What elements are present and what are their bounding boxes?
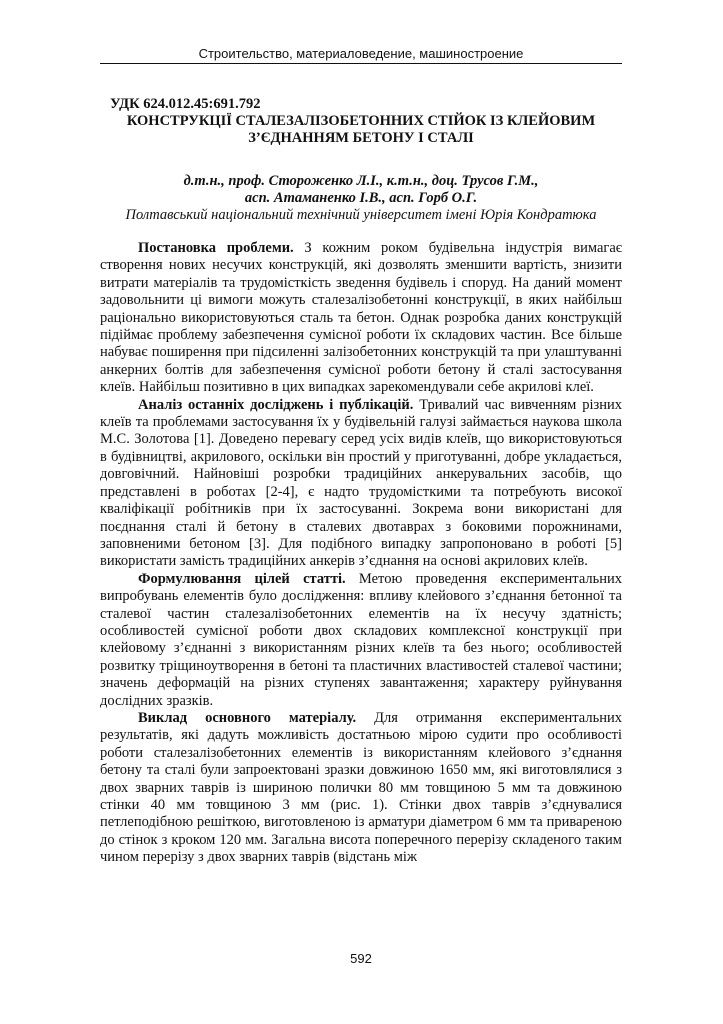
authors-line-1: д.т.н., проф. Стороженко Л.І., к.т.н., доц. Трусов Г.М., (183, 173, 539, 189)
article-body (100, 240, 622, 867)
authors-line-2: асп. Атаманенко І.В., асп. Горб О.Г. (244, 190, 478, 206)
author-affiliation: Полтавський національний технічний університет імені Юрія Кондратюка (125, 207, 597, 223)
section-text: Метою проведення експериментальних випробувань елементів було дослідження: впливу клейового з’єднання бетонної та сталевої частин сталезалізобетонних елементів на їх несучу здатність; особливостей сумісної роботи двох складових комплексної конструкції при клейовому з’єднанні з використанням різних клеїв та без нього; особливостей розвитку тріщиноутворення в бетоні та пластичних властивостей сталевої частини; значень деформацій на різних ступенях завантаження; характеру руйнування дослідних зразків. (100, 570, 622, 709)
title-line-1: КОНСТРУКЦІЇ СТАЛЕЗАЛІЗОБЕТОННИХ СТІЙОК ІЗ КЛЕЙОВИМ (126, 113, 596, 129)
section-main-material (100, 710, 622, 867)
section-literature-review (100, 397, 622, 571)
udc-code: УДК 624.012.45:691.792 (110, 96, 261, 112)
article-authors (100, 173, 622, 207)
section-objectives (100, 571, 622, 710)
section-text: З кожним роком будівельна індустрія вимагає створення нових несучих конструкцій, які дозволять зменшити вартість, знизити витрати матеріалів та трудомісткість зведення будівель і споруд. На даний момент задовольнити ці вимоги можуть сталезалізобетонні конструкції, в яких найбільш раціонально використовуються сталь та бетон. Однак розробка даних конструкцій підіймає проблему забезпечення сумісної роботи їх складових частин. Все більше набуває поширення при підсиленні залізобетонних конструкцій та при улаштуванні анкерних болтів для забезпечення сумісної роботи бетону й сталі застосування клеїв. Найбільш позитивно в цих випадках зарекомендували себе акрилові клеї. (100, 240, 622, 396)
section-problem-statement (100, 240, 622, 397)
page-number: 592 (350, 951, 372, 966)
section-heading: Виклад основного матеріалу. (138, 709, 357, 726)
title-line-2: З’ЄДНАННЯМ БЕТОНУ І СТАЛІ (248, 130, 474, 146)
section-text: Тривалий час вивченням різних клеїв та проблемами застосування їх у будівельній галузі займається наукова школа М.С. Золотова [1]. Доведено перевагу серед усіх видів клеїв, що використовуються в будівництві, акрилового, оскільки він простий у приготуванні, добре укладається, довговічний. Найновіші розробки традиційних анкерувальних засобів, що представлені в роботах [2-4], є надто трудомісткими та потребують високої кваліфікації робітників при їх застосуванні. Зокрема вони використані для поєднання сталі й бетону в сталевих двотаврах з боковими порожнинами, заповненими бетоном [3]. Для подібного випадку запропоновано в роботі [5] використати замість традиційних анкерів з’єднання на основі акрилових клеїв. (100, 396, 622, 570)
header-rule (100, 63, 622, 64)
section-heading: Формулювання цілей статті. (138, 570, 346, 587)
article-title (100, 113, 622, 147)
section-text: Для отримання експериментальних результатів, які дадуть можливість достатньою мірою судити про особливості роботи сталезалізобетонних елементів із використанням клейового з’єднання бетону та сталі були запроектовані зразки довжиною 1650 мм, які виготовлялися з двох зварних таврів із шириною полички 80 мм товщиною 5 мм та довжиною стінки 40 мм товщиною 3 мм (рис. 1). Стінки двох таврів з’єднувалися петлеподібною решіткою, виготовленою із арматури діаметром 6 мм та привареною до стінок з кроком 120 мм. Загальна висота поперечного перерізу складеного таким чином перерізу з двох зварних таврів (відстань між (100, 709, 622, 866)
section-heading: Постановка проблеми. (138, 240, 294, 256)
section-heading: Аналіз останніх досліджень і публікацій. (138, 396, 414, 413)
running-head: Строительство, материаловедение, машиностроение (198, 46, 524, 61)
